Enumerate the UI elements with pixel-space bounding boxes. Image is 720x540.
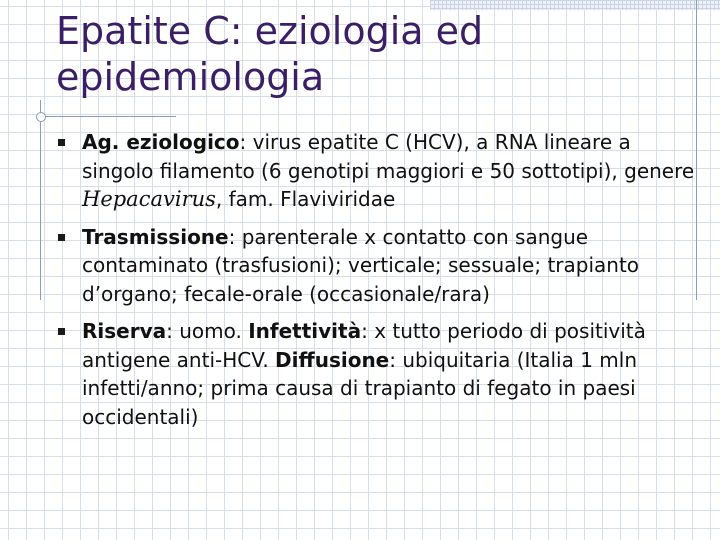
bullet-square-icon [58,328,65,335]
bullet-text: , fam. Flaviviridae [215,187,396,211]
bullet-text: : uomo. [166,319,249,343]
bullet-item [0,317,720,431]
bullet-keyword: Riserva [82,319,167,343]
bullet-text: : x tutto periodo di positività antigene anti-HCV. [82,319,646,372]
bullet-square-icon [58,139,65,146]
bullet-keyword: Diffusione [275,347,390,372]
bullet-item [0,128,720,214]
bullet-keyword: Trasmissione [82,224,229,249]
bullet-keyword: Ag. eziologico [82,130,240,154]
bullet-item [0,223,720,309]
bullet-text: : parenterale x contatto con sangue contaminato (trasfusioni); verticale; sessuale; trapianto d’organo; fecale-orale (occasionale/rara) [82,224,640,306]
decorative-circle-icon [36,112,46,122]
bullet-list [0,128,720,440]
slide-title: Epatite C: eziologia ed epidemiologia [56,9,484,99]
bullet-text: : ubiquitaria (Italia 1 mln infetti/anno; prima causa di trapianto di fegato in paesi occidentali) [82,347,638,429]
bullet-text: : virus epatite C (HCV), a RNA lineare a singolo filamento (6 genotipi maggiori e 50 sottotipi), genere [82,130,695,183]
bullet-keyword: Infettività [248,319,362,343]
bullet-text: Hepacavirus [82,187,216,211]
bullet-square-icon [58,234,65,241]
title-underline [36,116,176,117]
